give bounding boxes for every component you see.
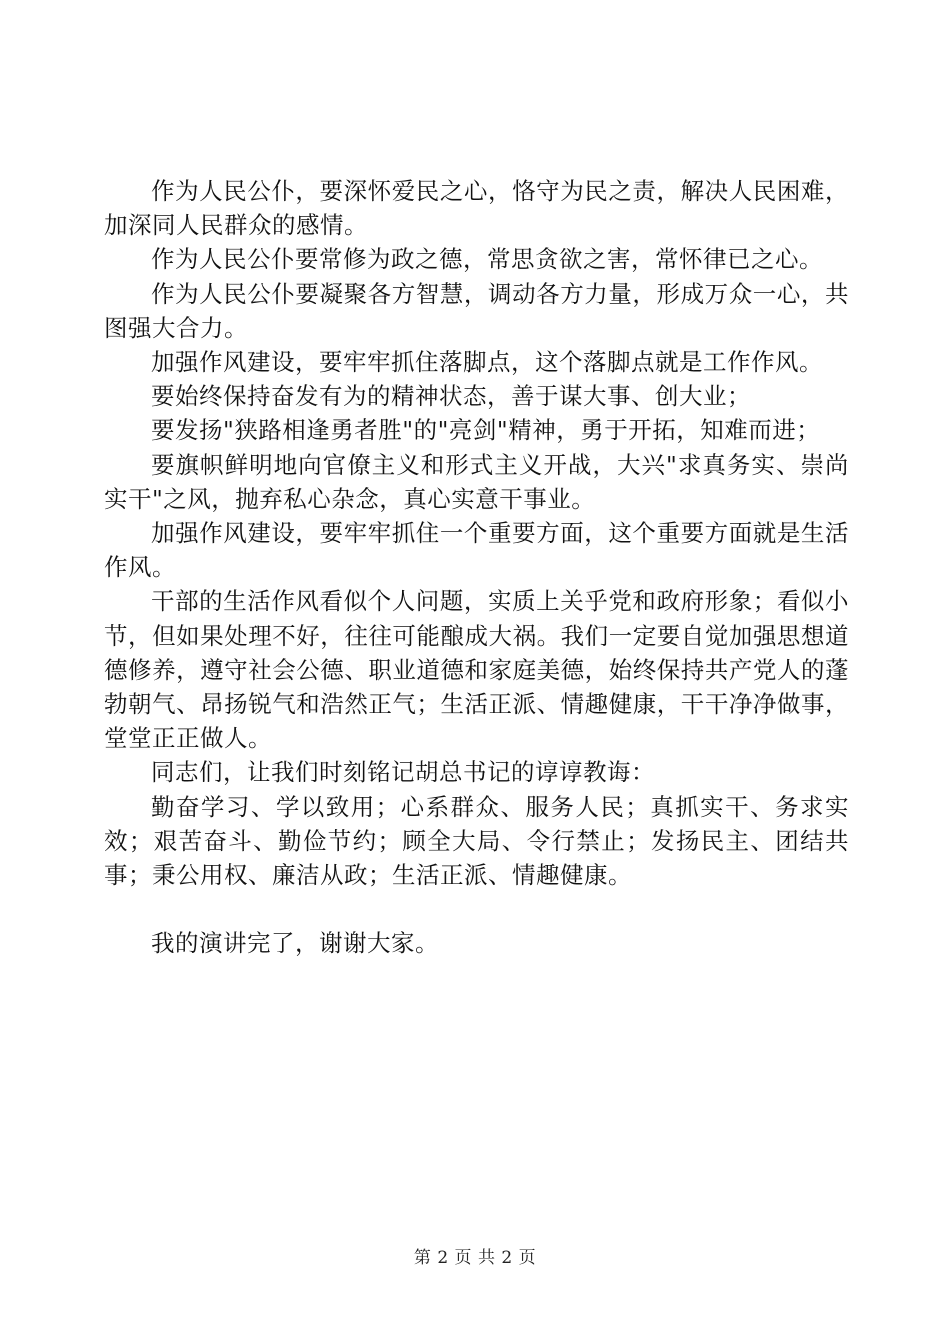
paragraph: 勤奋学习、学以致用；心系群众、服务人民；真抓实干、务求实效；艰苦奋斗、勤俭节约；顾全大局、令行禁止；发扬民主、团结共事；秉公用权、廉洁从政；生活正派、情趣健康。 — [104, 792, 849, 890]
document-body — [104, 174, 849, 960]
closing-paragraph: 我的演讲完了，谢谢大家。 — [151, 929, 439, 958]
paragraph: 要始终保持奋发有为的精神状态，善于谋大事、创大业； — [151, 382, 751, 411]
paragraph: 作为人民公仆要常修为政之德，常思贪欲之害，常怀律已之心。 — [151, 245, 823, 274]
paragraph: 要旗帜鲜明地向官僚主义和形式主义开战，大兴"求真务实、崇尚实干"之风，抛弃私心杂念，真心实意干事业。 — [104, 450, 849, 513]
paragraph: 干部的生活作风看似个人问题，实质上关乎党和政府形象；看似小节，但如果处理不好，往往可能酿成大祸。我们一定要自觉加强思想道德修养，遵守社会公德、职业道德和家庭美德，始终保持共产党人的蓬勃朝气、昂扬锐气和浩然正气；生活正派、情趣健康，干干净净做事，堂堂正正做人。 — [104, 587, 849, 753]
paragraph: 加强作风建设，要牢牢抓住一个重要方面，这个重要方面就是生活作风。 — [104, 519, 849, 582]
paragraph: 作为人民公仆，要深怀爱民之心，恪守为民之责，解决人民困难，加深同人民群众的感情。 — [104, 177, 849, 240]
page-number-footer: 第 2 页 共 2 页 — [413, 1248, 537, 1268]
paragraph: 作为人民公仆要凝聚各方智慧，调动各方力量，形成万众一心，共图强大合力。 — [104, 279, 849, 342]
paragraph: 加强作风建设，要牢牢抓住落脚点，这个落脚点就是工作作风。 — [151, 348, 823, 377]
paragraph: 要发扬"狭路相逢勇者胜"的"亮剑"精神，勇于开拓，知难而进； — [151, 416, 821, 445]
paragraph: 同志们，让我们时刻铭记胡总书记的谆谆教诲： — [151, 758, 655, 787]
